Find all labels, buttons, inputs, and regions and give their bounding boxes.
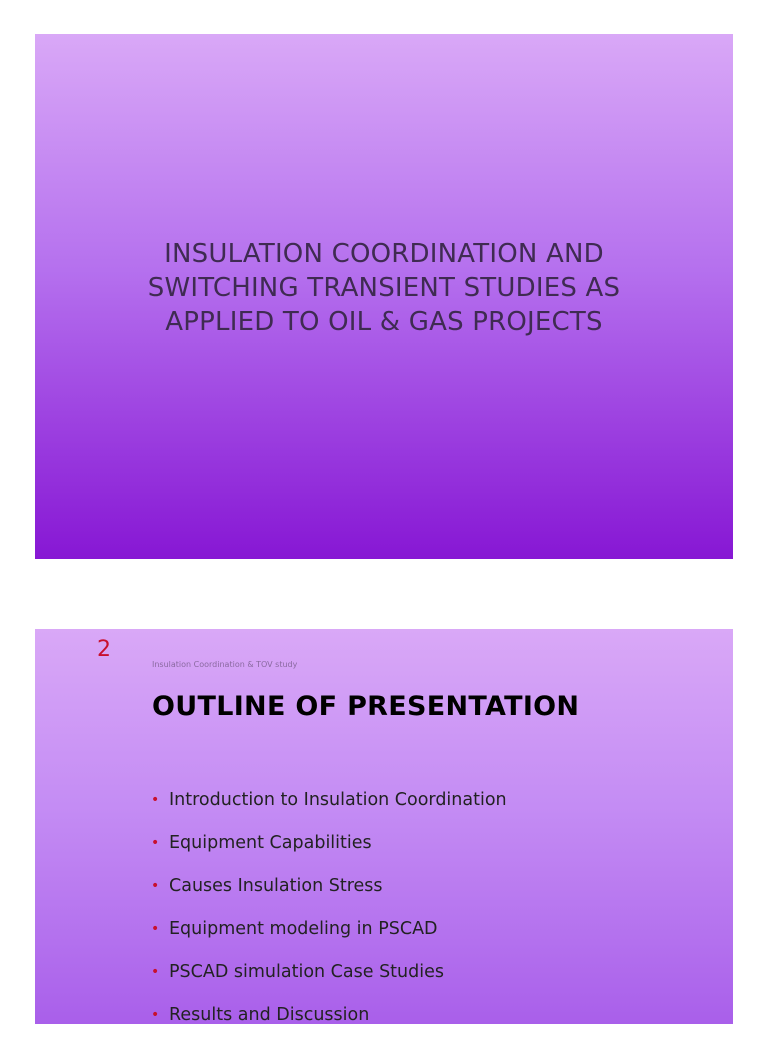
list-item-label: Causes Insulation Stress — [169, 876, 383, 896]
title-slide — [35, 34, 733, 559]
list-item — [151, 832, 507, 875]
list-item — [151, 875, 507, 918]
bullet-icon: • — [151, 878, 160, 894]
list-item-label: Equipment modeling in PSCAD — [169, 919, 438, 939]
slide-title: OUTLINE OF PRESENTATION — [152, 691, 580, 722]
list-item — [151, 1004, 507, 1047]
list-item-label: Equipment Capabilities — [169, 833, 372, 853]
bullet-icon: • — [151, 792, 160, 808]
outline-slide — [35, 629, 733, 1024]
list-item — [151, 918, 507, 961]
slide-title: INSULATION COORDINATION AND SWITCHING TRANSIENT STUDIES AS APPLIED TO OIL & GAS PROJECTS — [147, 239, 621, 337]
slide-header-text: Insulation Coordination & TOV study — [152, 660, 298, 669]
bullet-icon: • — [151, 921, 160, 937]
bullet-icon: • — [151, 964, 160, 980]
list-item-label: Results and Discussion — [169, 1005, 370, 1025]
bullet-icon: • — [151, 1007, 160, 1023]
outline-list — [151, 789, 507, 1047]
bullet-icon: • — [151, 835, 160, 851]
list-item-label: PSCAD simulation Case Studies — [169, 962, 444, 982]
list-item-label: Introduction to Insulation Coordination — [169, 790, 507, 810]
slide-number: 2 — [97, 637, 111, 662]
list-item — [151, 789, 507, 832]
list-item — [151, 961, 507, 1004]
